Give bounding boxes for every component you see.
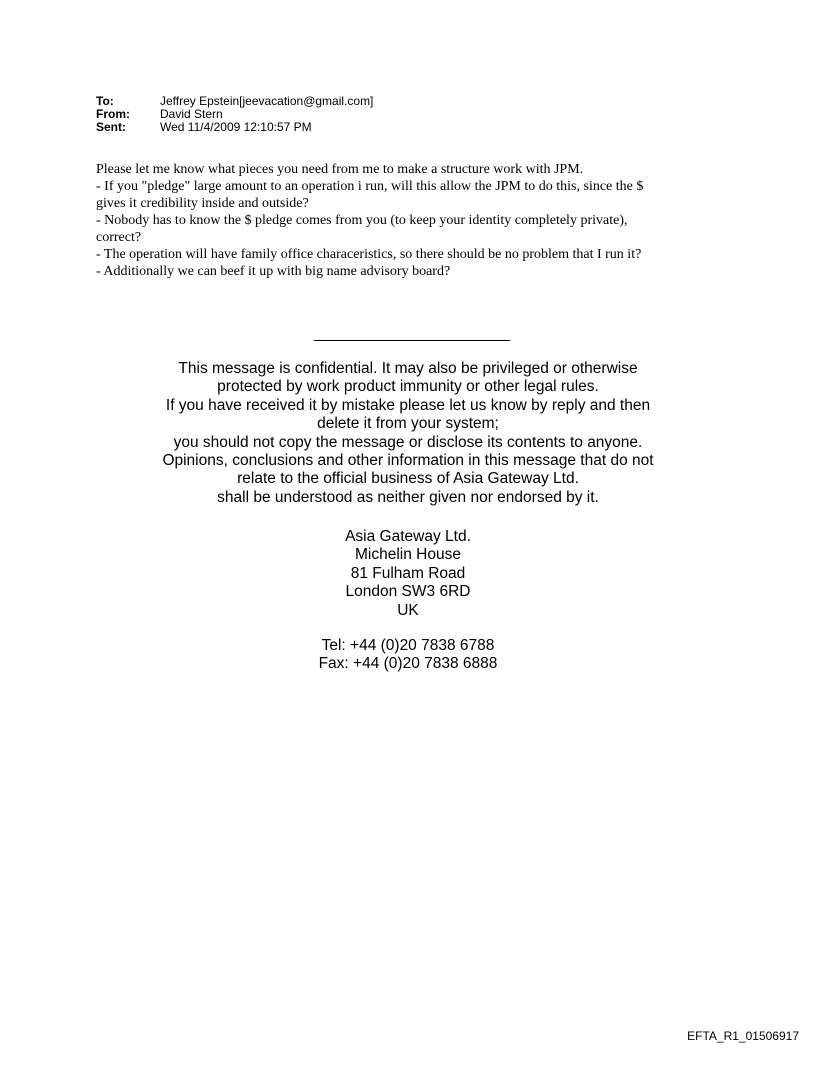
sent-value: Wed 11/4/2009 12:10:57 PM bbox=[160, 120, 312, 134]
disclaimer-line: This message is confidential. It may also be privileged or otherwise bbox=[178, 360, 638, 377]
to-row bbox=[96, 95, 373, 108]
body-line: correct? bbox=[96, 230, 142, 245]
to-value: Jeffrey Epstein[jeevacation@gmail.com] bbox=[160, 94, 374, 108]
address-line: Michelin House bbox=[355, 546, 461, 564]
body-line: - The operation will have family office characeristics, so there should be no problem that I run it? bbox=[96, 247, 642, 262]
address-line: 81 Fulham Road bbox=[350, 564, 466, 582]
confidentiality-disclaimer bbox=[0, 360, 816, 507]
sent-label: Sent: bbox=[96, 120, 126, 134]
telephone-line: Tel: +44 (0)20 7838 6788 bbox=[321, 637, 495, 654]
disclaimer-line: shall be understood as neither given nor endorsed by it. bbox=[217, 488, 599, 506]
disclaimer-line: protected by work product immunity or other legal rules. bbox=[217, 378, 599, 396]
body-line: gives it credibility inside and outside? bbox=[96, 196, 309, 211]
disclaimer-line: relate to the official business of Asia Gateway Ltd. bbox=[237, 470, 579, 488]
body-line: - Nobody has to know the $ pledge comes from you (to keep your identity completely private), bbox=[96, 213, 628, 228]
disclaimer-line: you should not copy the message or disclose its contents to anyone. bbox=[173, 433, 643, 451]
signature-divider bbox=[314, 340, 510, 341]
body-line: - If you "pledge" large amount to an operation i run, will this allow the JPM to do this, since the $ bbox=[96, 179, 644, 194]
address-line: London SW3 6RD bbox=[345, 583, 471, 601]
disclaimer-line: If you have received it by mistake please let us know by reply and then bbox=[165, 396, 651, 414]
bates-number: EFTA_R1_01506917 bbox=[687, 1029, 799, 1043]
email-body bbox=[96, 161, 736, 280]
body-line: - Additionally we can beef it up with big name advisory board? bbox=[96, 264, 451, 279]
to-label: To: bbox=[96, 94, 114, 108]
fax-line: Fax: +44 (0)20 7838 6888 bbox=[318, 655, 498, 673]
disclaimer-line: delete it from your system; bbox=[317, 415, 499, 433]
sent-row bbox=[96, 121, 373, 134]
address-line: UK bbox=[397, 601, 419, 619]
company-address bbox=[0, 528, 816, 620]
body-line: Please let me know what pieces you need from me to make a structure work with JPM. bbox=[96, 162, 584, 177]
disclaimer-line: Opinions, conclusions and other information in this message that do not bbox=[162, 452, 654, 470]
email-header bbox=[96, 95, 373, 134]
from-label: From: bbox=[96, 107, 130, 121]
company-contact bbox=[0, 637, 816, 674]
from-value: David Stern bbox=[160, 107, 223, 121]
address-line: Asia Gateway Ltd. bbox=[345, 528, 471, 545]
